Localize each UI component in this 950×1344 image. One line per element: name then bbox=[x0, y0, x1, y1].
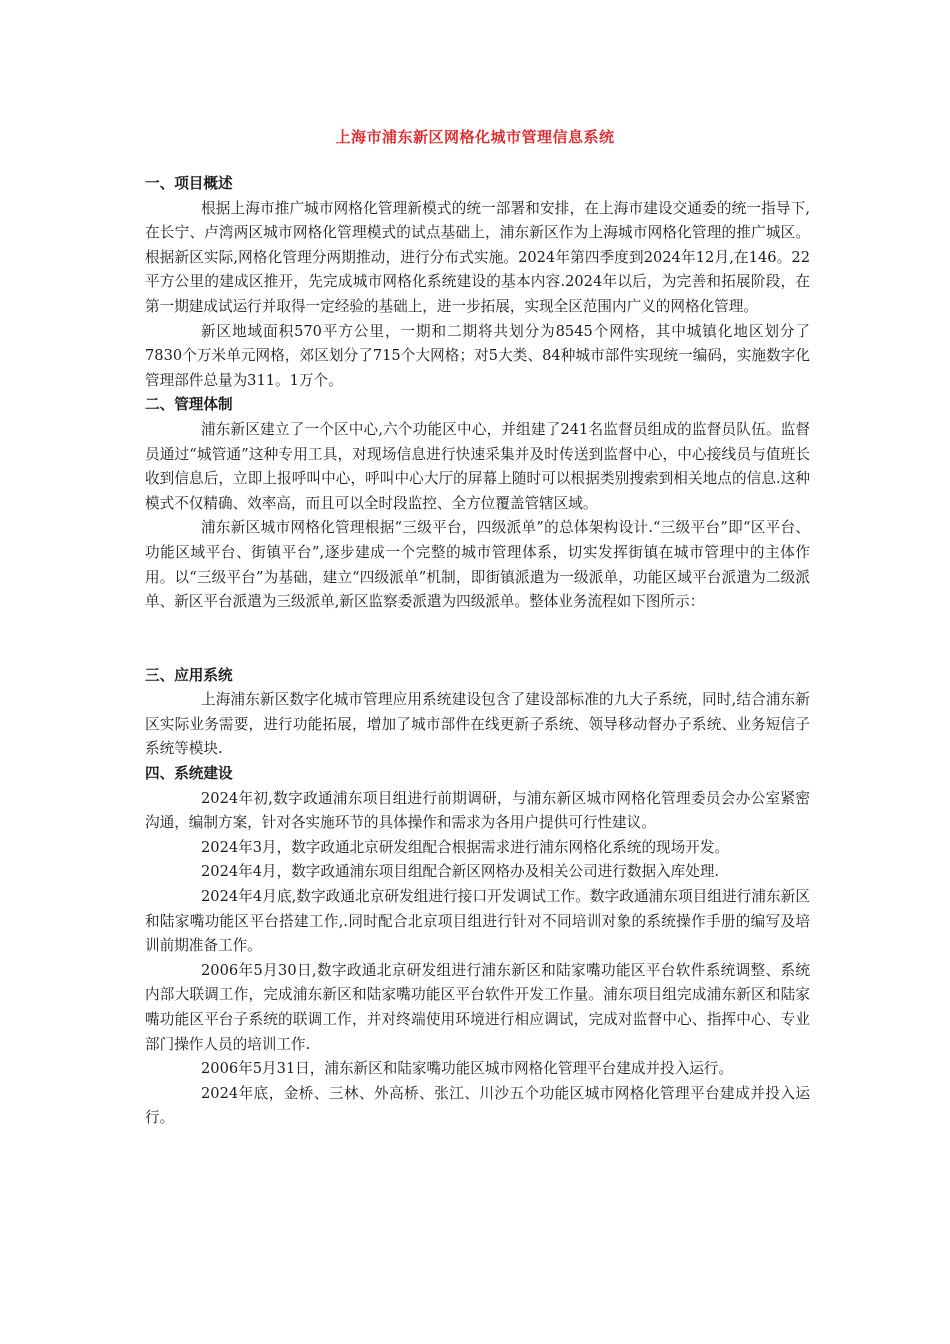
section-heading: 一、项目概述 bbox=[145, 175, 233, 192]
paragraph: 2024年4月，数字政通浦东项目组配合新区网格办及相关公司进行数据入库处理. bbox=[201, 863, 720, 881]
section-heading: 四、系统建设 bbox=[145, 765, 233, 783]
paragraph: 2024年4月底,数字政通北京研发组进行接口开发调试工作。数字政通浦东项目组进行浦东新区和陆家嘴功能区平台搭建工作,.同时配合北京项目组进行针对不同培训对象的系统操作手册的编写及培训前期准备工作。 bbox=[145, 888, 810, 955]
paragraph: 浦东新区城市网格化管理根据“三级平台，四级派单”的总体架构设计.“三级平台”即“区平台、功能区域平台、街镇平台”,逐步建成一个完整的城市管理体系，切实发挥街镇在城市管理中的主体作用。以“三级平台”为基础，建立“四级派单”机制，即街镇派遣为一级派单，功能区域平台派遣为二级派单、新区平台派遣为三级派单,新区监察委派遣为四级派单。整体业务流程如下图所示： bbox=[145, 519, 810, 611]
figure-placeholder-gap bbox=[145, 615, 810, 664]
section-heading: 二、管理体制 bbox=[145, 396, 233, 414]
section-construction bbox=[145, 762, 810, 1131]
document-title: 上海市浦东新区网格化城市管理信息系统 bbox=[335, 128, 615, 146]
paragraph: 浦东新区建立了一个区中心,六个功能区中心，并组建了241名监督员组成的监督员队伍。监督员通过“城管通”这种专用工具，对现场信息进行快速采集并及时传送到监督中心，中心接线员与值班长收到信息后，立即上报呼叫中心，呼叫中心大厅的屏幕上随时可以根据类别搜索到相关地点的信息.这种模式不仅精确、效率高，而且可以全时段监控、全方位覆盖管辖区域。 bbox=[145, 420, 810, 512]
paragraph: 新区地域面积570平方公里，一期和二期将共划分为8545个网格，其中城镇化地区划分了7830个万米单元网格，郊区划分了715个大网格；对5大类、84种城市部件实现统一编码，实施数字化管理部件总量为311。1万个。 bbox=[145, 322, 810, 389]
section-overview bbox=[145, 172, 810, 393]
paragraph: 2024年底，金桥、三林、外高桥、张江、川沙五个功能区城市网格化管理平台建成并投入运行。 bbox=[145, 1084, 810, 1127]
paragraph: 2024年初,数字政通浦东项目组进行前期调研，与浦东新区城市网格化管理委员会办公室紧密沟通，编制方案，针对各实施环节的具体操作和需求为各用户提供可行性建议。 bbox=[145, 789, 810, 832]
paragraph: 根据上海市推广城市网格化管理新模式的统一部署和安排，在上海市建设交通委的统一指导下,在长宁、卢湾两区城市网格化管理模式的试点基础上，浦东新区作为上海城市网格化管理的推广城区。根据新区实际,网格化管理分两期推动，进行分布式实施。2024年第四季度到2024年12月,在146。22平方公里的建成区推开，先完成城市网格化系统建设的基本内容.2024年以后，为完善和拓展阶段，在第一期建成试运行并取得一定经验的基础上，进一步拓展，实现全区范围内广义的网格化管理。 bbox=[145, 199, 810, 315]
paragraph: 2024年3月，数字政通北京研发组配合根据需求进行浦东网格化系统的现场开发。 bbox=[201, 838, 730, 856]
section-application bbox=[145, 664, 810, 762]
section-heading: 三、应用系统 bbox=[145, 666, 233, 684]
paragraph: 2006年5月31日，浦东新区和陆家嘴功能区城市网格化管理平台建成并投入运行。 bbox=[201, 1060, 733, 1078]
paragraph: 2006年5月30日,数字政通北京研发组进行浦东新区和陆家嘴功能区平台软件系统调整、系统内部大联调工作，完成浦东新区和陆家嘴功能区平台软件开发工作量。浦东项目组完成浦东新区和陆家嘴功能区平台子系统的联调工作，并对终端使用环境进行相应调试，完成对监督中心、指挥中心、专业部门操作人员的培训工作. bbox=[145, 961, 810, 1053]
section-management bbox=[145, 393, 810, 614]
document-body bbox=[145, 172, 810, 1131]
paragraph: 上海浦东新区数字化城市管理应用系统建设包含了建设部标准的九大子系统，同时,结合浦东新区实际业务需要，进行功能拓展，增加了城市部件在线更新子系统、领导移动督办子系统、业务短信子系统等模块. bbox=[145, 691, 810, 758]
